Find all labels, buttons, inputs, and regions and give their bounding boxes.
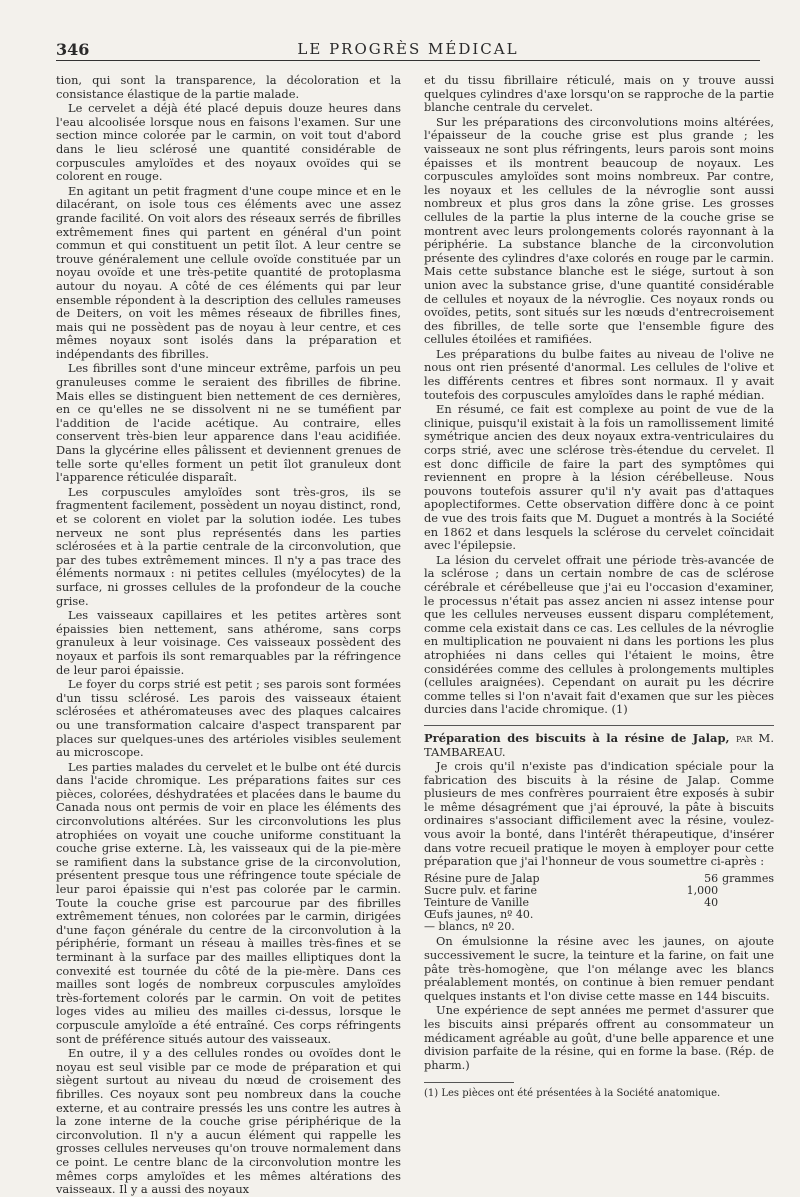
article-separator [424,725,774,726]
paragraph: et du tissu fibrillaire réticulé, mais on y trouve aussi quelques cylindres d'axe lorsqu'on se rapproche de la partie blanche centrale du cervelet. [424,73,774,115]
paragraph: Les vaisseaux capillaires et les petites artères sont épaissies bien nettement, sans athérome, sans corps granuleux à leur voisinage. Ces vaisseaux possèdent des noyaux et parfois ils sont remarquables par la réfringence de leur paroi épaissie. [56,608,401,677]
journal-title: LE PROGRÈS MÉDICAL [297,40,519,58]
paragraph: Les parties malades du cervelet et le bulbe ont été durcis dans l'acide chromique. Les préparations faites sur ces pièces, colorées, déshydratées et placées dans le baume du Canada nous ont permis de voir en place les éléments des circonvolutions altérées. Sur les circonvolutions les plus atrophiées on voyait une couche uniforme constituant la couche grise externe. Là, les vaisseaux qui de la pie-mère se ramifient dans la substance grise de la circonvolution, présentent presque tous une réfringence toute spéciale de leur paroi épaissie qui n'est pas colorée par le carmin. Toute la couche grise est parcourue par des fibrilles extrêmement ténues, non colorées par le carmin, dirigées d'une façon générale du centre de la circonvolution à la périphérie, formant un réseau à mailles très-fines et se terminant à la surface par des mailles elliptiques dont la convexité est tournée du côté de la pie-mère. Dans ces mailles sont logés de nombreux corpuscules amyloïdes très-fortement colorés par le carmin. On voit de petites loges vides au milieu des mailles ci-dessus, lorsque le corpuscule amyloïde a été entraîné. Ces corps réfringents sont de préférence situés autour des vaisseaux. [56,759,401,1046]
recipe-unit: grammes [722,871,774,885]
recipe-item: Résine pure de Jalap [424,871,540,885]
recipe-item: — blancs, nº 20. [424,920,515,934]
left-column [56,73,401,1197]
recipe-item: Œufs jaunes, nº 40. [424,908,534,922]
paragraph: En agitant un petit fragment d'une coupe mince et en le dilacérant, on isole tous ces éléments avec une assez grande facilité. On voit alors des réseaux serrés de fibrilles extrêmement fines qui partent en général d'un point commun et qui constituent un petit îlot. A leur centre se trouve généralement une cellule ovoïde constituée par un noyau ovoïde et une très-petite quantité de protoplasma autour du noyau. A côté de ces éléments qui par leur ensemble répondent à la description des cellules rameuses de Deiters, on voit les mêmes réseaux de fibrilles fines, mais qui ne possèdent pas de noyau à leur centre, et ces mêmes noyaux sont isolés dans la préparation et indépendants des fibrilles. [56,183,401,361]
page-number: 346 [56,40,90,59]
paragraph: En résumé, ce fait est complexe au point de vue de la clinique, puisqu'il existait à la fois un ramollissement limité symétrique ancien des deux noyaux extra-ventriculaires du corps strié, avec une sclérose très-étendue du cervelet. Il est donc difficile de faire la part des symptômes qui reviennent en propre à la lésion cérébelleuse. Nous pouvons toutefois assurer qu'il n'y avait pas d'attaques apoplectiformes. Cette observation diffère donc à ce point de vue des trois faits que M. Duguet a montrés à la Société en 1862 et dans lesquels la sclérose du cervelet coïncidait avec l'épilepsie. [424,402,774,553]
paragraph: Les préparations du bulbe faites au niveau de l'olive ne nous ont rien présenté d'anormal. Les cellules de l'olive et les différents centres et fibres sont normaux. Il y avait toutefois des corpuscules amyloïdes dans le raphé médian. [424,346,774,402]
paragraph: tion, qui sont la transparence, la décoloration et la consistance élastique de la partie malade. [56,73,401,101]
footnote: (1) Les pièces ont été présentées à la Société anatomique. [424,1088,721,1100]
page-header [56,38,760,61]
recipe-item: Teinture de Vanille [424,895,530,909]
article-conclusion: Une expérience de sept années me permet d'assurer que les biscuits ainsi préparés offrent au consommateur un médicament agréable au goût, d'une belle apparence et une division parfaite de la résine, qui en forme la base. (Rép. de pharm.) [424,1003,774,1072]
paragraph: En outre, il y a des cellules rondes ou ovoïdes dont le noyau est seul visible par ce mode de préparation et qui siègent surtout au niveau du nœud de croisement des fibrilles. Ces noyaux sont peu nombreux dans la couche externe, et au contraire pressés les uns contre les autres à la zone interne de la couche grise périphérique de la circonvolution. Il n'y a aucun élément qui rappelle les grosses cellules nerveuses qu'on trouve normalement dans ce point. Le centre blanc de la circonvolution montre les mêmes corps amyloïdes et les mêmes altérations des vaisseaux. Il y a aussi des noyaux [56,1046,401,1197]
recipe-unit [718,897,774,909]
article-author: par M. TAMBAREAU. [424,730,774,759]
recipe-item: Sucre pulv. et farine [424,883,538,897]
paragraph: Les fibrilles sont d'une minceur extrême, parfois un peu granuleuses comme le seraient des fibrilles de fibrine. Mais elles se distinguent bien nettement de ces dernières, en ce qu'elles ne se dissolvent ni ne se tuméfient par l'addition de l'acide acétique. Au contraire, elles conservent très-bien leur apparence dans l'eau acidifiée. Dans la glycérine elles pâlissent et deviennent grenues de telle sorte qu'elles forment un petit îlot granuleux dont l'apparence réticulée disparaît. [56,361,401,485]
paragraph: Les corpuscules amyloïdes sont très-gros, ils se fragmentent facilement, possèdent un noyau distinct, rond, et se colorent en violet par la solution iodée. Les tubes nerveux ne sont plus représentés dans les parties sclérosées et à la partie centrale de la circonvolution, que par des tubes extrêmement minces. Il n'y a pas trace des éléments normaux : ni petites cellules (myélocytes) de la surface, ni grosses cellules de la profondeur de la couche grise. [56,484,401,608]
recipe-amount: 40 [704,895,719,909]
paragraph: Le cervelet a déjà été placé depuis douze heures dans l'eau alcoolisée lorsque nous en faisons l'examen. Sur une section mince colorée par le carmin, on voit tout d'abord dans le lieu sclérosé une quantité considérable de corpuscules amyloïdes et des noyaux ovoïdes qui se colorent en rouge. [56,101,401,184]
recipe-amount: 56 [704,871,719,885]
recipe-table [424,873,774,934]
recipe-row [424,921,774,933]
recipe-amount: 1,000 [686,883,719,897]
paragraph: Le foyer du corps strié est petit ; ses parois sont formées d'un tissu sclérosé. Les parois des vaisseaux étaient sclérosées et athéromateuses avec des plaques calcaires ou une transformation calcaire d'aspect transparent par places sur quelques-unes des artérioles visibles seulement au microscope. [56,677,401,760]
article-intro: Je crois qu'il n'existe pas d'indication spéciale pour la fabrication des biscuits à la résine de Jalap. Comme plusieurs de mes confrères pourraient être exposés à subir le même désagrément que j'ai éprouvé, la pâte à biscuits ordinaires s'associant difficilement avec la résine, voulez-vous avoir la bonté, dans l'intérêt thérapeutique, d'insérer dans votre recueil pratique le moyen à employer pour cette préparation que j'ai l'honneur de vous soumettre ci-après : [424,759,774,869]
article-method: On émulsionne la résine avec les jaunes, on ajoute successivement le sucre, la teinture et la farine, on fait une pâte très-homogène, que l'on mélange avec les blancs préalablement montés, on continue à bien remuer pendant quelques instants et l'on divise cette masse en 144 biscuits. [424,934,774,1003]
recipe-row [424,897,774,909]
recipe-unit [718,885,774,897]
paragraph: La lésion du cervelet offrait une période très-avancée de la sclérose ; dans un certain nombre de cas de sclérose cérébrale et cérébelleuse que j'ai eu l'occasion d'examiner, le processus n'était pas assez ancien ni assez intense pour que les cellules nerveuses eussent disparu complétement, comme cela existait dans ce cas. Les cellules de la névroglie en multiplication ne pouvaient ni dans les portions les plus atrophiées ni dans celles qui l'étaient le moins, être considérées comme des cellules à prolongements multiples (cellules araignées). Cependant on aurait pu les décrire comme telles si l'on n'avait fait d'examen que sur les pièces durcies dans l'acide chromique. (1) [424,552,774,717]
right-column [424,73,774,1100]
article-title: Préparation des biscuits à la résine de Jalap, [424,730,730,745]
paragraph: Sur les préparations des circonvolutions moins altérées, l'épaisseur de la couche grise est plus grande ; les vaisseaux ne sont plus réfringents, leurs parois sont moins épaisses et ils montrent beaucoup de noyaux. Les corpuscules amyloïdes sont moins nombreux. Par contre, les noyaux et les cellules de la névroglie sont aussi nombreux et plus gros dans la zône grise. Les grosses cellules de la partie la plus interne de la couche grise se montrent avec leurs prolongements colorés rayonnant à la périphérie. La substance blanche de la circonvolution présente des cylindres d'axe colorés en rouge par le carmin. Mais cette substance blanche est le siége, surtout à son union avec la substance grise, d'une quantité considérable de cellules et noyaux de la névroglie. Ces noyaux ronds ou ovoïdes, petits, sont situés sur les nœuds d'entrecroisement des fibrilles, de telle sorte que l'ensemble figure des cellules étoilées et ramifiées. [424,114,774,347]
article-heading [424,732,774,759]
footnote-rule [424,1082,514,1083]
